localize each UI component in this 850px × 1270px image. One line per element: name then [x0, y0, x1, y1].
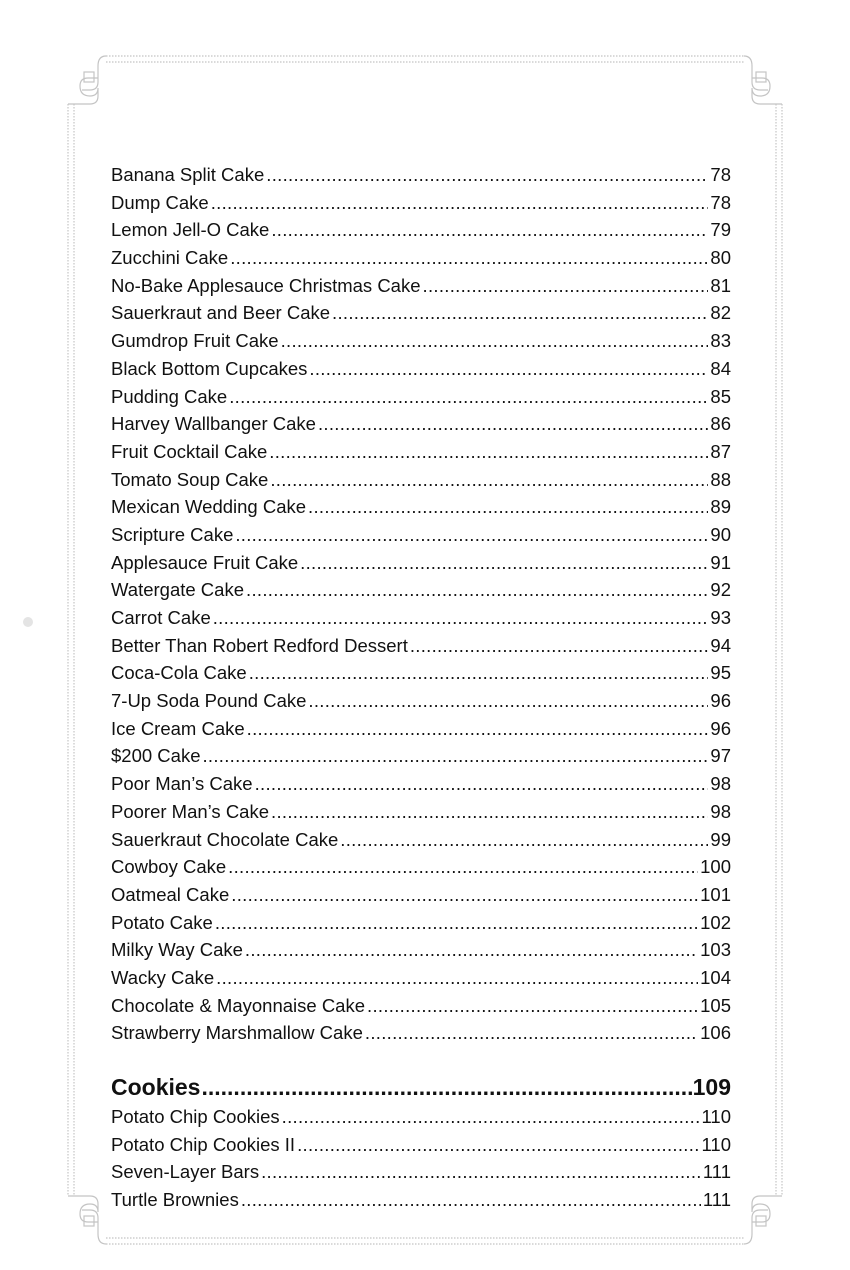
toc-entry[interactable]: [111, 466, 731, 494]
toc-entry[interactable]: [111, 770, 731, 798]
entry-title: Sauerkraut Chocolate Cake: [111, 828, 339, 850]
leader-dots: [410, 632, 709, 660]
toc-entry[interactable]: [111, 438, 731, 466]
leader-dots: [423, 272, 709, 300]
toc-entry[interactable]: [111, 1158, 731, 1186]
entry-page: 98: [710, 800, 731, 822]
entry-title: Poorer Man’s Cake: [111, 800, 270, 822]
entry-title: Coca-Cola Cake: [111, 662, 247, 684]
entry-page: 92: [710, 579, 731, 601]
entry-title: Better Than Robert Redford Dessert: [111, 634, 408, 656]
toc-entry[interactable]: [111, 964, 731, 992]
entry-title: $200 Cake: [111, 745, 201, 767]
entry-title: Poor Man’s Cake: [111, 773, 253, 795]
entry-page: 80: [710, 247, 731, 269]
entry-page: 89: [710, 496, 731, 518]
leader-dots: [282, 1103, 700, 1131]
entry-title: Gumdrop Fruit Cake: [111, 330, 279, 352]
entry-title: Watergate Cake: [111, 579, 244, 601]
entry-title: Scripture Cake: [111, 523, 234, 545]
entry-title: Applesauce Fruit Cake: [111, 551, 299, 573]
entry-title: Sauerkraut and Beer Cake: [111, 302, 331, 324]
entry-page: 87: [710, 440, 731, 462]
entry-page: 111: [702, 1161, 731, 1183]
entry-title: Oatmeal Cake: [111, 883, 230, 905]
entry-title: No-Bake Applesauce Christmas Cake: [111, 274, 421, 296]
entry-page: 98: [710, 773, 731, 795]
leader-dots: [246, 576, 708, 604]
entry-page: 88: [710, 468, 731, 490]
toc-entry[interactable]: [111, 355, 731, 383]
entry-title: Banana Split Cake: [111, 164, 265, 185]
toc-entry[interactable]: [111, 936, 731, 964]
entry-page: 110: [701, 1106, 731, 1127]
toc-entry[interactable]: [111, 383, 731, 411]
entry-title: Potato Cake: [111, 911, 213, 933]
leader-dots: [235, 521, 708, 549]
toc-entry[interactable]: [111, 1019, 731, 1047]
leader-dots: [308, 493, 708, 521]
entry-title: 7-Up Soda Pound Cake: [111, 690, 307, 712]
leader-dots: [202, 742, 708, 770]
entry-title: Dump Cake: [111, 191, 209, 213]
leader-dots: [318, 410, 708, 438]
toc-section-heading[interactable]: [111, 1071, 731, 1103]
entry-title: Seven-Layer Bars: [111, 1161, 260, 1183]
leader-dots: [270, 466, 708, 494]
leader-dots: [255, 770, 709, 798]
leader-dots: [365, 1019, 698, 1047]
toc-entry[interactable]: [111, 798, 731, 826]
entry-title: Turtle Brownies: [111, 1189, 239, 1211]
entry-title: Wacky Cake: [111, 966, 215, 988]
leader-dots: [201, 1071, 691, 1103]
leader-dots: [229, 383, 708, 411]
leader-dots: [241, 1186, 701, 1214]
entry-page: 79: [710, 219, 731, 241]
toc-entry[interactable]: [111, 853, 731, 881]
entry-page: 101: [700, 883, 731, 905]
leader-dots: [230, 244, 708, 272]
section-page: 109: [692, 1074, 731, 1100]
entry-page: 96: [710, 690, 731, 712]
toc-entry[interactable]: [111, 327, 731, 355]
toc-entry[interactable]: [111, 1131, 731, 1159]
toc-entry[interactable]: [111, 216, 731, 244]
leader-dots: [340, 826, 708, 854]
entry-page: 81: [710, 274, 731, 296]
leader-dots: [309, 355, 708, 383]
toc-entry[interactable]: [111, 1186, 731, 1214]
toc-entry[interactable]: [111, 1103, 731, 1131]
entry-title: Ice Cream Cake: [111, 717, 245, 739]
entry-page: 111: [702, 1189, 731, 1211]
toc-entry[interactable]: [111, 549, 731, 577]
leader-dots: [228, 853, 698, 881]
entry-title: Zucchini Cake: [111, 247, 229, 269]
toc-entry[interactable]: [111, 410, 731, 438]
toc-entry[interactable]: [111, 881, 731, 909]
leader-dots: [308, 687, 708, 715]
toc-entry[interactable]: [111, 632, 731, 660]
toc-entry[interactable]: [111, 715, 731, 743]
toc-section-entry-list: [111, 1103, 731, 1214]
table-of-contents: [111, 161, 731, 1214]
leader-dots: [231, 881, 698, 909]
entry-title: Lemon Jell-O Cake: [111, 219, 270, 241]
entry-page: 93: [710, 607, 731, 628]
toc-entry[interactable]: [111, 687, 731, 715]
toc-entry[interactable]: [111, 826, 731, 854]
leader-dots: [245, 936, 698, 964]
entry-page: 97: [710, 745, 731, 767]
toc-entry[interactable]: [111, 659, 731, 687]
leader-dots: [213, 604, 709, 632]
toc-entry[interactable]: [111, 272, 731, 300]
leader-dots: [271, 798, 708, 826]
leader-dots: [332, 299, 708, 327]
entry-title: Fruit Cocktail Cake: [111, 440, 268, 462]
entry-title: Strawberry Marshmallow Cake: [111, 1022, 363, 1044]
toc-entry[interactable]: [111, 742, 731, 770]
entry-page: 110: [701, 1133, 731, 1155]
leader-dots: [297, 1131, 699, 1159]
entry-page: 103: [700, 939, 731, 961]
toc-entry[interactable]: [111, 909, 731, 937]
entry-title: Harvey Wallbanger Cake: [111, 413, 316, 435]
leader-dots: [271, 216, 708, 244]
entry-title: Potato Chip Cookies: [111, 1106, 280, 1127]
entry-page: 100: [700, 856, 731, 878]
leader-dots: [261, 1158, 701, 1186]
leader-dots: [266, 161, 708, 189]
leader-dots: [300, 549, 708, 577]
toc-entry[interactable]: [111, 299, 731, 327]
leader-dots: [215, 909, 698, 937]
entry-page: 106: [700, 1022, 731, 1044]
entry-title: Carrot Cake: [111, 607, 211, 628]
entry-title: Pudding Cake: [111, 385, 228, 407]
entry-title: Milky Way Cake: [111, 939, 243, 961]
entry-page: 82: [710, 302, 731, 324]
entry-title: Potato Chip Cookies II: [111, 1133, 296, 1155]
entry-title: Cowboy Cake: [111, 856, 227, 878]
entry-page: 105: [700, 994, 731, 1016]
entry-page: 78: [710, 191, 731, 213]
leader-dots: [249, 659, 709, 687]
entry-page: 85: [710, 385, 731, 407]
toc-entry[interactable]: [111, 992, 731, 1020]
leader-dots: [281, 327, 709, 355]
leader-dots: [269, 438, 708, 466]
leader-dots: [211, 189, 709, 217]
entry-page: 84: [710, 357, 731, 379]
leader-dots: [247, 715, 709, 743]
leader-dots: [216, 964, 698, 992]
entry-title: Mexican Wedding Cake: [111, 496, 307, 518]
toc-entry[interactable]: [111, 576, 731, 604]
entry-page: 78: [710, 164, 731, 185]
entry-title: Chocolate & Mayonnaise Cake: [111, 994, 366, 1016]
entry-page: 90: [710, 523, 731, 545]
toc-entry[interactable]: [111, 189, 731, 217]
entry-page: 95: [710, 662, 731, 684]
entry-page: 86: [710, 413, 731, 435]
toc-entry-list: [111, 161, 731, 1047]
entry-page: 104: [700, 966, 731, 988]
entry-page: 96: [710, 717, 731, 739]
leader-dots: [367, 992, 698, 1020]
entry-title: Tomato Soup Cake: [111, 468, 269, 490]
margin-dot: [23, 617, 33, 627]
entry-title: Black Bottom Cupcakes: [111, 357, 308, 379]
entry-page: 83: [710, 330, 731, 352]
toc-entry[interactable]: [111, 493, 731, 521]
section-title: Cookies: [111, 1074, 201, 1100]
entry-page: 94: [710, 634, 731, 656]
entry-page: 99: [710, 828, 731, 850]
toc-entry[interactable]: [111, 521, 731, 549]
toc-entry[interactable]: [111, 604, 731, 632]
entry-page: 91: [710, 551, 731, 573]
entry-page: 102: [700, 911, 731, 933]
toc-entry[interactable]: [111, 244, 731, 272]
toc-entry[interactable]: [111, 161, 731, 189]
